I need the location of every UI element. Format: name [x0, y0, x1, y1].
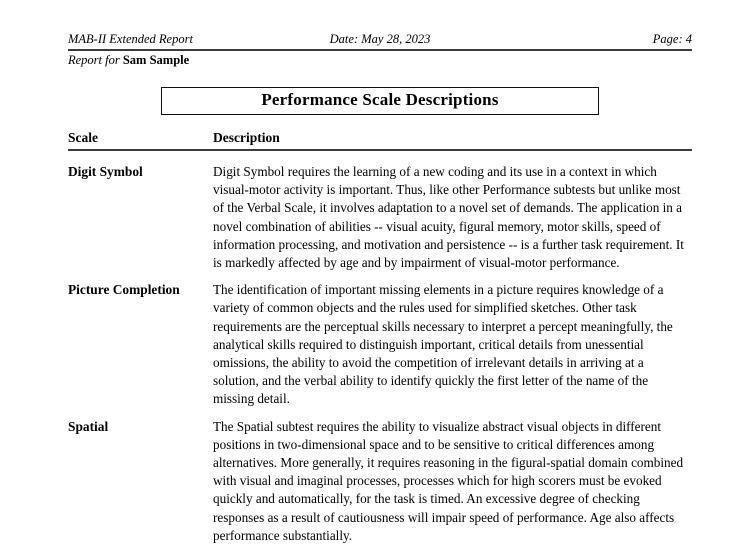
running-header [68, 32, 692, 51]
scale-name: Digit Symbol [68, 164, 143, 179]
report-for-line [68, 53, 692, 68]
header-page-number: Page: 4 [652, 32, 692, 46]
report-for-label: Report for [68, 53, 120, 67]
scale-name: Picture Completion [68, 282, 180, 298]
scale-description: The Spatial subtest requires the ability to visualize abstract visual objects in different positions in two-dimensional space and to be sensitive to critical differences among alternatives. More generally, it requires reasoning in the figural-spatial domain combined with visual and imaginal processes, processes which for high scorers must be evoked quickly and automatically, for the task is timed. An excessive degree of checking responses as a result of cautiousness will impair speed of performance. Age also affects performance substantially. [213, 418, 684, 543]
table-column-headers [68, 130, 692, 151]
column-header-description: Description [213, 130, 280, 145]
table-row [68, 418, 692, 545]
table-row [68, 163, 692, 272]
header-date: Date: May 28, 2023 [329, 32, 431, 46]
page-title: Performance Scale Descriptions [161, 87, 599, 115]
scale-description: The identification of important missing elements in a picture requires knowledge of a variety of common objects and the rules used for simplified sketches. Other task requirements are the perceptual skills necessary to interpret a percept meaningfully, the analytical skills required to distinguish important, critical details from unessential omissions, the ability to avoid the competition of irrelevant details in arriving at a solution, and the verbal ability to identify quickly the first letter of the name of the missing detail. [213, 282, 673, 407]
header-report-title: MAB-II Extended Report [68, 32, 193, 46]
report-for-name: Sam Sample [122, 53, 190, 67]
table-row [68, 281, 692, 408]
scale-name: Spatial [68, 418, 109, 434]
scale-description: Digit Symbol requires the learning of a new coding and its use in a context in which visual-motor activity is important. Thus, like other Performance subtests but unlike most of the Verbal Scale, it involves adaptation to a novel set of demands. The application in a novel combination of abilities -- visual acuity, figural memory, motor skills, speed of information processing, and motivation and persistence -- is a further task requirement. It is markedly affected by age and by impairment of visual-motor performance. [213, 164, 684, 271]
column-header-scale: Scale [68, 130, 98, 145]
